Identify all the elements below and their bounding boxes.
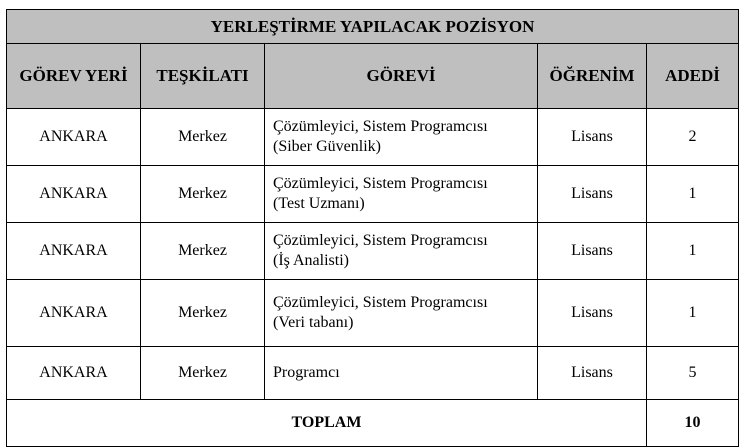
duty-line2: (İş Analisti) xyxy=(273,252,349,269)
cell-count: 1 xyxy=(647,223,739,280)
table-title-row xyxy=(7,10,739,44)
total-value: 10 xyxy=(647,400,739,447)
cell-duty xyxy=(265,223,538,280)
cell-org: Merkez xyxy=(141,223,265,280)
cell-duty xyxy=(265,280,538,347)
cell-education: Lisans xyxy=(538,347,647,400)
duty-line1: Çözümleyici, Sistem Programcısı xyxy=(273,232,488,249)
table-row xyxy=(7,280,739,347)
cell-education: Lisans xyxy=(538,166,647,223)
positions-table xyxy=(6,9,739,447)
duty-line1: Çözümleyici, Sistem Programcısı xyxy=(273,118,488,135)
header-duty: GÖREVİ xyxy=(265,44,538,109)
cell-org: Merkez xyxy=(141,347,265,400)
header-education: ÖĞRENİM xyxy=(538,44,647,109)
cell-place: ANKARA xyxy=(7,223,141,280)
cell-place: ANKARA xyxy=(7,280,141,347)
cell-count: 1 xyxy=(647,166,739,223)
cell-duty xyxy=(265,109,538,166)
table-header-row xyxy=(7,44,739,109)
cell-duty xyxy=(265,347,538,400)
duty-line1: Programcı xyxy=(273,364,340,381)
table-row xyxy=(7,347,739,400)
total-row xyxy=(7,400,739,447)
duty-line1: Çözümleyici, Sistem Programcısı xyxy=(273,294,488,311)
table-row xyxy=(7,109,739,166)
duty-line2: (Siber Güvenlik) xyxy=(273,138,381,155)
header-org: TEŞKİLATI xyxy=(141,44,265,109)
duty-line2: (Veri tabanı) xyxy=(273,314,354,331)
cell-org: Merkez xyxy=(141,166,265,223)
table-row xyxy=(7,166,739,223)
cell-education: Lisans xyxy=(538,223,647,280)
cell-count: 2 xyxy=(647,109,739,166)
cell-org: Merkez xyxy=(141,280,265,347)
header-place: GÖREV YERİ xyxy=(7,44,141,109)
table-title: YERLEŞTİRME YAPILACAK POZİSYON xyxy=(7,10,739,44)
cell-duty xyxy=(265,166,538,223)
cell-place: ANKARA xyxy=(7,166,141,223)
cell-place: ANKARA xyxy=(7,347,141,400)
table-row xyxy=(7,223,739,280)
duty-line2: (Test Uzmanı) xyxy=(273,195,365,212)
duty-line1: Çözümleyici, Sistem Programcısı xyxy=(273,175,488,192)
total-label: TOPLAM xyxy=(7,400,647,447)
cell-count: 5 xyxy=(647,347,739,400)
cell-education: Lisans xyxy=(538,280,647,347)
cell-place: ANKARA xyxy=(7,109,141,166)
cell-education: Lisans xyxy=(538,109,647,166)
cell-org: Merkez xyxy=(141,109,265,166)
header-count: ADEDİ xyxy=(647,44,739,109)
cell-count: 1 xyxy=(647,280,739,347)
